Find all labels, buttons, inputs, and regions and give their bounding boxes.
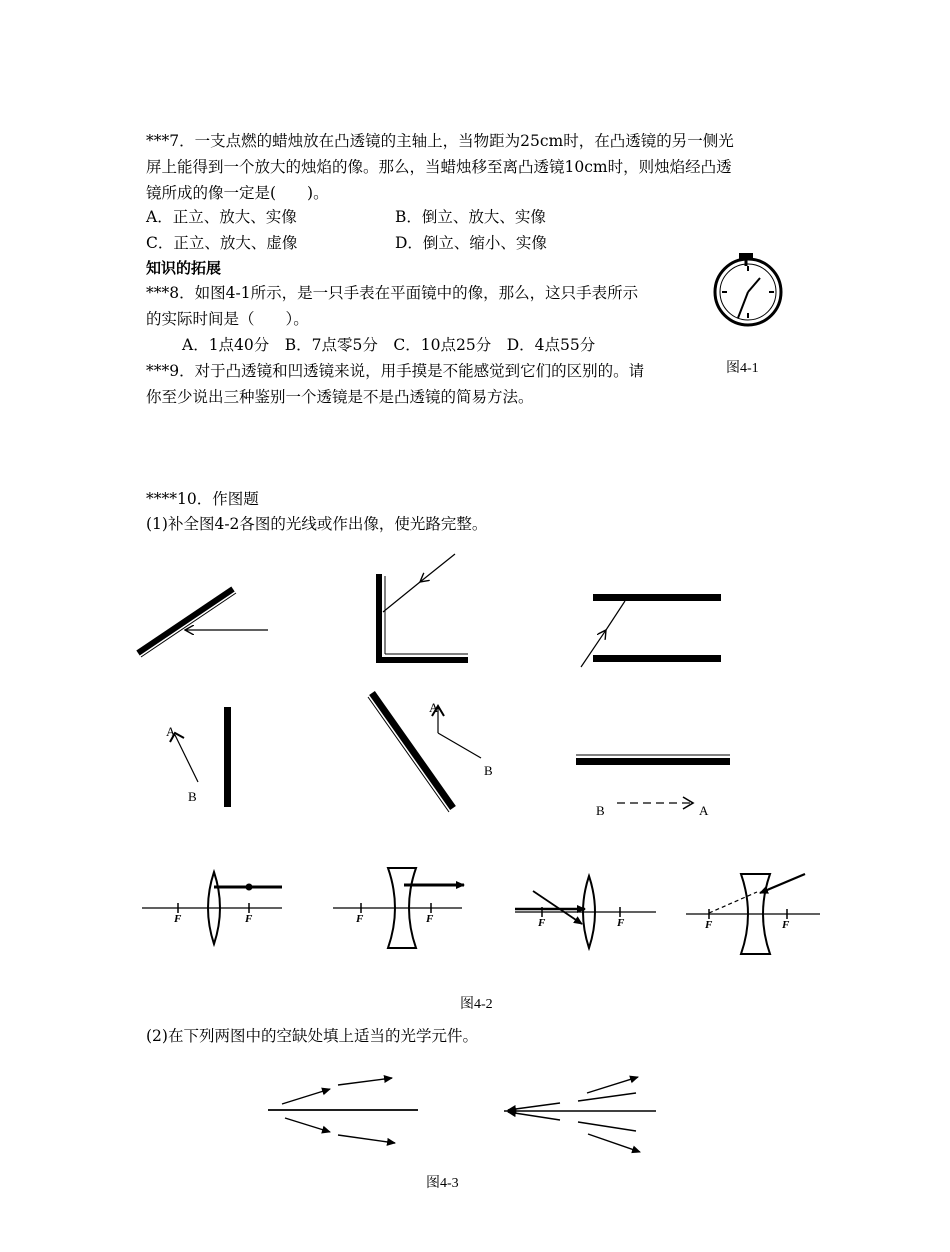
focus-label: F bbox=[245, 913, 253, 925]
q7-option-d: D．倒立、缩小、实像 bbox=[395, 234, 547, 252]
q8-line-1: ***8．如图4-1所示，是一只手表在平面镜中的像，那么，这只手表所示 bbox=[146, 284, 639, 302]
mirror-diagram-4 bbox=[166, 707, 231, 807]
q10-title: ****10．作图题 bbox=[146, 490, 259, 508]
fig-4-2-caption: 图4-2 bbox=[460, 997, 493, 1012]
q7-option-b: B．倒立、放大、实像 bbox=[395, 208, 546, 226]
q7-line-2: 屏上能得到一个放大的烛焰的像。那么，当蜡烛移至离凸透镜10cm时，则烛焰经凸透 bbox=[146, 158, 732, 176]
q7-option-a: A．正立、放大、实像 bbox=[146, 208, 297, 226]
lens-diagram-3 bbox=[515, 876, 656, 948]
q8-options: A．1点40分 B．7点零5分 C．10点25分 D．4点55分 bbox=[182, 336, 596, 354]
lens-diagram-2 bbox=[333, 868, 464, 948]
label-b-3: B bbox=[596, 803, 605, 818]
mirror-diagram-5 bbox=[368, 693, 493, 812]
mirror-diagram-6 bbox=[576, 755, 730, 818]
label-a-3: A bbox=[699, 803, 709, 818]
focus-label: F bbox=[538, 917, 546, 929]
focus-label: F bbox=[782, 919, 790, 931]
mirror-diagram-3 bbox=[581, 594, 721, 667]
fig-4-3-left bbox=[268, 1078, 418, 1143]
fig-4-3-caption: 图4-3 bbox=[426, 1176, 459, 1191]
q10-part-1: (1)补全图4-2各图的光线或作出像，使光路完整。 bbox=[146, 515, 488, 533]
q7-option-c: C．正立、放大、虚像 bbox=[146, 234, 298, 252]
focus-label: F bbox=[174, 913, 182, 925]
label-a: A bbox=[166, 724, 176, 739]
focus-label: F bbox=[356, 913, 364, 925]
mirror-diagram-2 bbox=[376, 554, 468, 663]
lens-diagram-4 bbox=[686, 874, 820, 954]
fig-4-1-caption: 图4-1 bbox=[726, 361, 759, 376]
focus-label: F bbox=[426, 913, 434, 925]
lens-diagram-1 bbox=[142, 872, 282, 944]
mirror-diagram-1 bbox=[138, 589, 268, 657]
label-b-2: B bbox=[484, 763, 493, 778]
label-a-2: A bbox=[429, 700, 439, 715]
label-b: B bbox=[188, 789, 197, 804]
q8-line-2: 的实际时间是（ ）。 bbox=[146, 310, 309, 328]
q10-part-2: (2)在下列两图中的空缺处填上适当的光学元件。 bbox=[146, 1027, 478, 1045]
fig-4-3-right bbox=[504, 1077, 656, 1152]
q7-line-3: 镜所成的像一定是( )。 bbox=[146, 184, 329, 202]
q9-line-1: ***9．对于凸透镜和凹透镜来说，用手摸是不能感觉到它们的区别的。请 bbox=[146, 362, 645, 380]
stopwatch-figure bbox=[715, 253, 781, 325]
focus-label: F bbox=[617, 917, 625, 929]
q9-line-2: 你至少说出三种鉴别一个透镜是不是凸透镜的简易方法。 bbox=[146, 388, 534, 406]
q7-line-1: ***7．一支点燃的蜡烛放在凸透镜的主轴上，当物距为25cm时，在凸透镜的另一侧光 bbox=[146, 132, 734, 150]
focus-label: F bbox=[705, 919, 713, 931]
section-title: 知识的拓展 bbox=[146, 259, 222, 277]
